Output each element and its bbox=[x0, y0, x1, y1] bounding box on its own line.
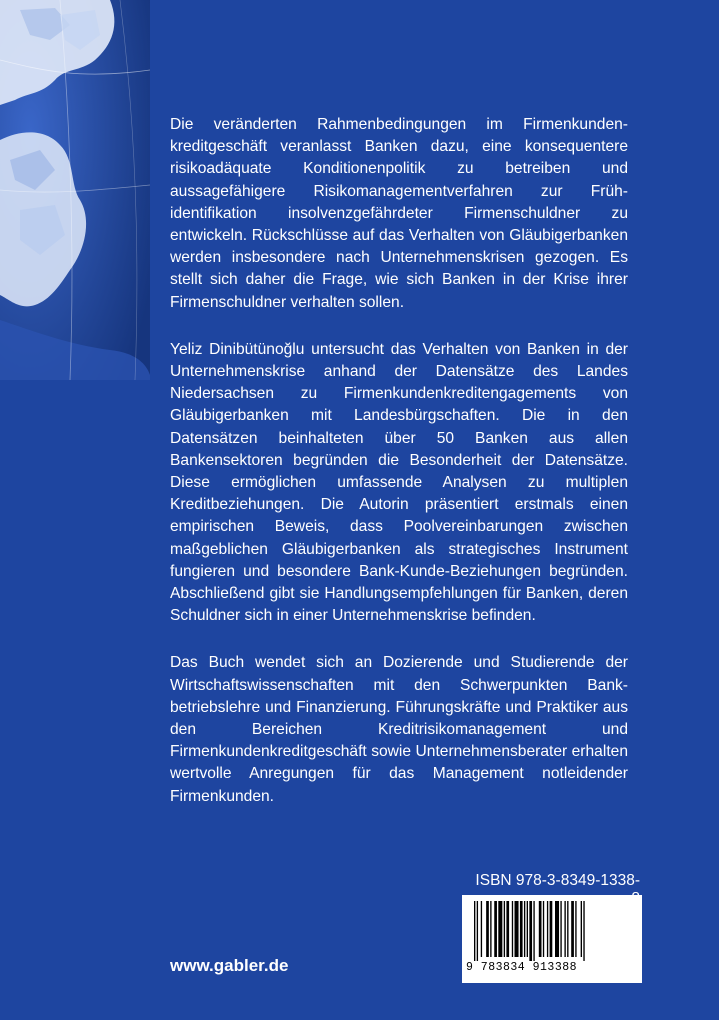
barcode-bar bbox=[583, 901, 584, 961]
barcode-bar bbox=[555, 901, 559, 957]
barcode-bar bbox=[567, 901, 568, 957]
barcode-bar bbox=[529, 901, 532, 961]
barcode-bar bbox=[498, 901, 502, 957]
barcode-bar bbox=[575, 901, 576, 957]
barcode-bar bbox=[515, 901, 519, 957]
barcode-bar bbox=[527, 901, 528, 957]
barcode-digits: 9 783834 913388 bbox=[466, 961, 578, 974]
barcode-bar bbox=[564, 901, 565, 957]
barcode-bar bbox=[520, 901, 523, 957]
barcode bbox=[462, 895, 642, 983]
barcode-bar bbox=[550, 901, 553, 957]
barcode-bar bbox=[477, 901, 478, 961]
barcode-bar bbox=[494, 901, 497, 957]
blurb-text bbox=[170, 114, 628, 833]
barcode-bar bbox=[547, 901, 548, 957]
barcode-bar bbox=[581, 901, 582, 957]
barcode-bar bbox=[533, 901, 534, 961]
barcode-bar bbox=[481, 901, 482, 957]
barcode-bar bbox=[571, 901, 574, 957]
isbn-label: ISBN 978-3-8349-1338- bbox=[475, 872, 640, 889]
barcode-bars bbox=[472, 901, 632, 961]
barcode-bar bbox=[539, 901, 542, 957]
paragraph-intro: Die veränderten Rahmenbedingungen im Firmenkundenkreditgeschäft veranlasst Banken dazu, eine konsequentere risikoadäquate Konditionenpolitik zu betreiben und aussagefähigere Risikomanagementverfahren zur Frühidentifikation insolvenzgefährdeter Firmenschuldner zu entwickeln. Rückschlüsse auf das Verhalten von Gläubigerbanken werden insbesondere nach Unternehmenskrisen gezogen. Es stellt sich daher die Frage, wie sich Banken in der Krise ihrer Firmenschuldner verhalten sollen. bbox=[170, 116, 628, 311]
barcode-bar bbox=[474, 901, 475, 961]
barcode-bar bbox=[512, 901, 513, 957]
paragraph-audience: Das Buch wendet sich an Dozierende und Studierende der Wirtschaftswissenschaften mit den Schwerpunkten Bankbetriebslehre und Finanzierung. Führungskräfte und Praktiker aus den Bereichen Kreditrisikomanagement und Firmenkundenkreditgeschäft sowie Unternehmensberater erhalten wertvolle Anregungen für das Management notleidender Firmenkunden. bbox=[170, 654, 628, 805]
barcode-bar bbox=[560, 901, 561, 957]
publisher-website: www.gabler.de bbox=[170, 956, 289, 975]
barcode-bar bbox=[524, 901, 525, 957]
barcode-bar bbox=[504, 901, 505, 957]
barcode-bar bbox=[486, 901, 489, 957]
barcode-bar bbox=[543, 901, 544, 957]
globe-image bbox=[0, 0, 150, 380]
paragraph-study: Yeliz Dinibütünoğlu untersucht das Verhalten von Banken in der Unternehmenskrise anhand der Datensätze des Landes Niedersachsen zu Firmenkundenkreditengagements von Gläubigerbanken mit Landesbürgschaften. Die in den Datensätzen beinhalteten über 50 Banken aus allen Bankensektoren begründen die Besonderheit der Datensätze. Diese ermöglichen umfassende Analysen zu multiplen Kreditbeziehungen. Die Autorin präsentiert erstmals einen empirischen Beweis, dass Poolvereinbarungen zwischen maßgeblichen Gläubigerbanken als strategisches Instrument fungieren und besondere Bank-Kunde-Beziehungen begründen. Abschließend gibt sie Handlungsempfehlungen für Banken, deren Schuldner sich in einer Unternehmenskrise befinden. bbox=[170, 340, 628, 625]
barcode-bar bbox=[490, 901, 491, 957]
barcode-bar bbox=[506, 901, 509, 957]
